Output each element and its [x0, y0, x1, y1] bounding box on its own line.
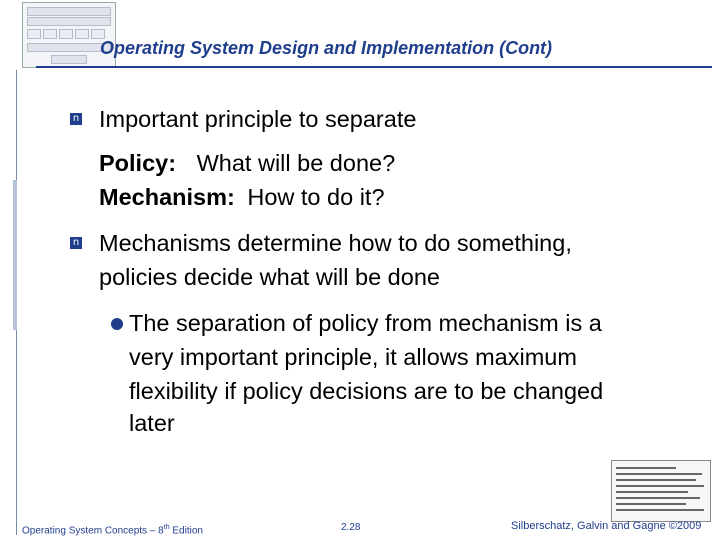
footer-book-sup: th [163, 524, 170, 531]
bullet-marker: n [70, 237, 82, 249]
slide-title: Operating System Design and Implementation (Cont) [100, 38, 553, 58]
sub-bullet-marker [111, 318, 123, 330]
bullet-text: Important principle to separate [99, 106, 417, 132]
footer-book-title [22, 524, 203, 536]
mechanism-text: How to do it? [247, 184, 385, 210]
footer-book: Operating System Concepts – 8 [22, 525, 164, 537]
title-underline [36, 66, 712, 68]
bullet-line-1: Mechanisms determine how to do something, [99, 230, 572, 256]
bullet-line-2: policies decide what will be done [99, 264, 440, 290]
footer-book-tail: Edition [169, 525, 203, 537]
footer-copyright: Silberschatz, Galvin and Gagne ©2009 [511, 520, 702, 532]
sub-bullet-line-2: very important principle, it allows maximum [129, 344, 577, 370]
left-rule-accent [13, 180, 17, 330]
policy-label: Policy: [99, 150, 177, 176]
sub-bullet-line-1: The separation of policy from mechanism is a [129, 310, 602, 336]
page-number: 2.28 [341, 522, 361, 533]
mechanism-label: Mechanism: [99, 184, 235, 210]
sub-bullet-line-3: flexibility if policy decisions are to be changed [129, 378, 604, 404]
mechanism-line [99, 182, 385, 212]
bullet-marker: n [70, 113, 82, 125]
policy-line [99, 148, 395, 178]
policy-text: What will be done? [196, 150, 396, 176]
footer-thumbnail-screenshot [611, 460, 711, 522]
sub-bullet-line-4: later [129, 410, 175, 436]
